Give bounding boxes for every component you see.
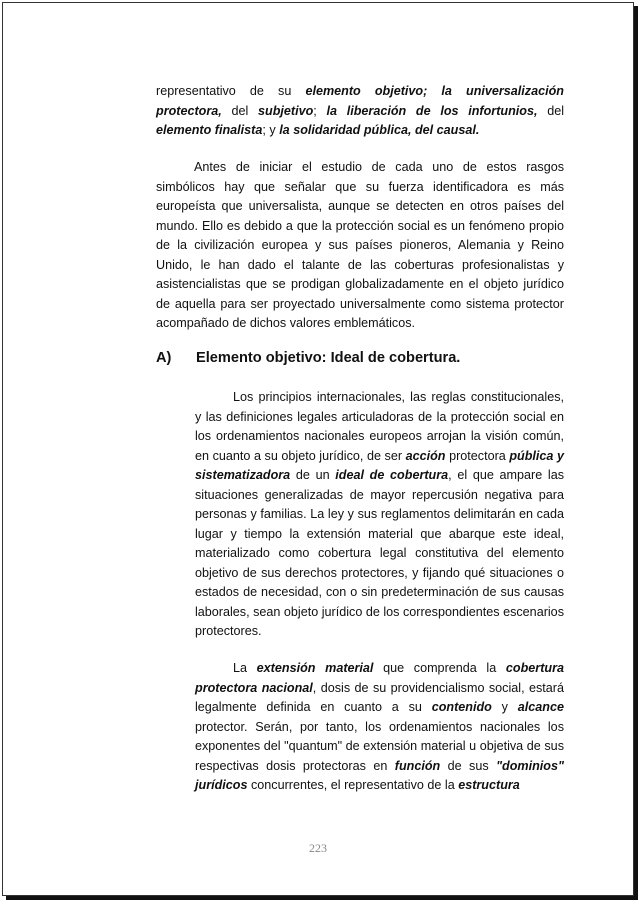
intro-paragraph: representativo de su elemento objetivo; la universalización protectora, del subjetivo; la liberación de los infortunios, del elemento finalista; y la solidaridad pública, del causal. bbox=[156, 84, 564, 137]
section-title: Elemento objetivo: Ideal de cobertura. bbox=[196, 350, 461, 366]
section-heading bbox=[156, 348, 566, 368]
body-paragraph: Antes de iniciar el estudio de cada uno de estos rasgos simbólicos hay que señalar que su fuerza identificadora es más europeísta que universalista, aunque se detecten en otros países del mundo. Ello es debido a que la protección social es un fenómeno propio de la civilización europea y sus países pioneros, Alemania y Reino Unido, le han dado el talante de las coberturas profesionalistas y asistencialistas que se prodigan globalizadamente en el objeto jurídico de aquella para ser proyectado universalmente como sistema protector acompañado de dichos valores emblemáticos. bbox=[156, 160, 564, 330]
section-letter: A) bbox=[156, 350, 172, 366]
section-paragraph-2: La extensión material que comprenda la cobertura protectora nacional, dosis de su providencialismo social, estará legalmente definida en cuanto a su contenido y alcance protector. Serán, por tanto, los ordenamientos nacionales los exponentes del "quantum" de extensión material u objetiva de sus respectivas dosis protectoras en función de sus "dominios" jurídicos concurrentes, el representativo de la estructura bbox=[195, 661, 565, 792]
document-page bbox=[2, 2, 634, 896]
page-number: 223 bbox=[309, 841, 327, 855]
section-paragraph-1: Los principios internacionales, las reglas constitucionales, y las definiciones legales articuladoras de la protección social en los ordenamientos nacionales europeos arrojan la visión común, en cuanto a su objeto jurídico, de ser acción protectora pública y sistematizadora de un ideal de cobertura, el que ampare las situaciones generalizadas de mayor repercusión negativa para personas y familias. La ley y sus reglamentos delimitarán en cada lugar y tiempo la extensión material que abarque este ideal, materializado como cobertura legal constitutiva del elemento objetivo de sus derechos protectores, y fijando qué situaciones o estados de necesidad, con o sin predeterminación de sus causas laborales, sean objeto jurídico de los correspondientes escenarios protectores. bbox=[195, 390, 565, 638]
